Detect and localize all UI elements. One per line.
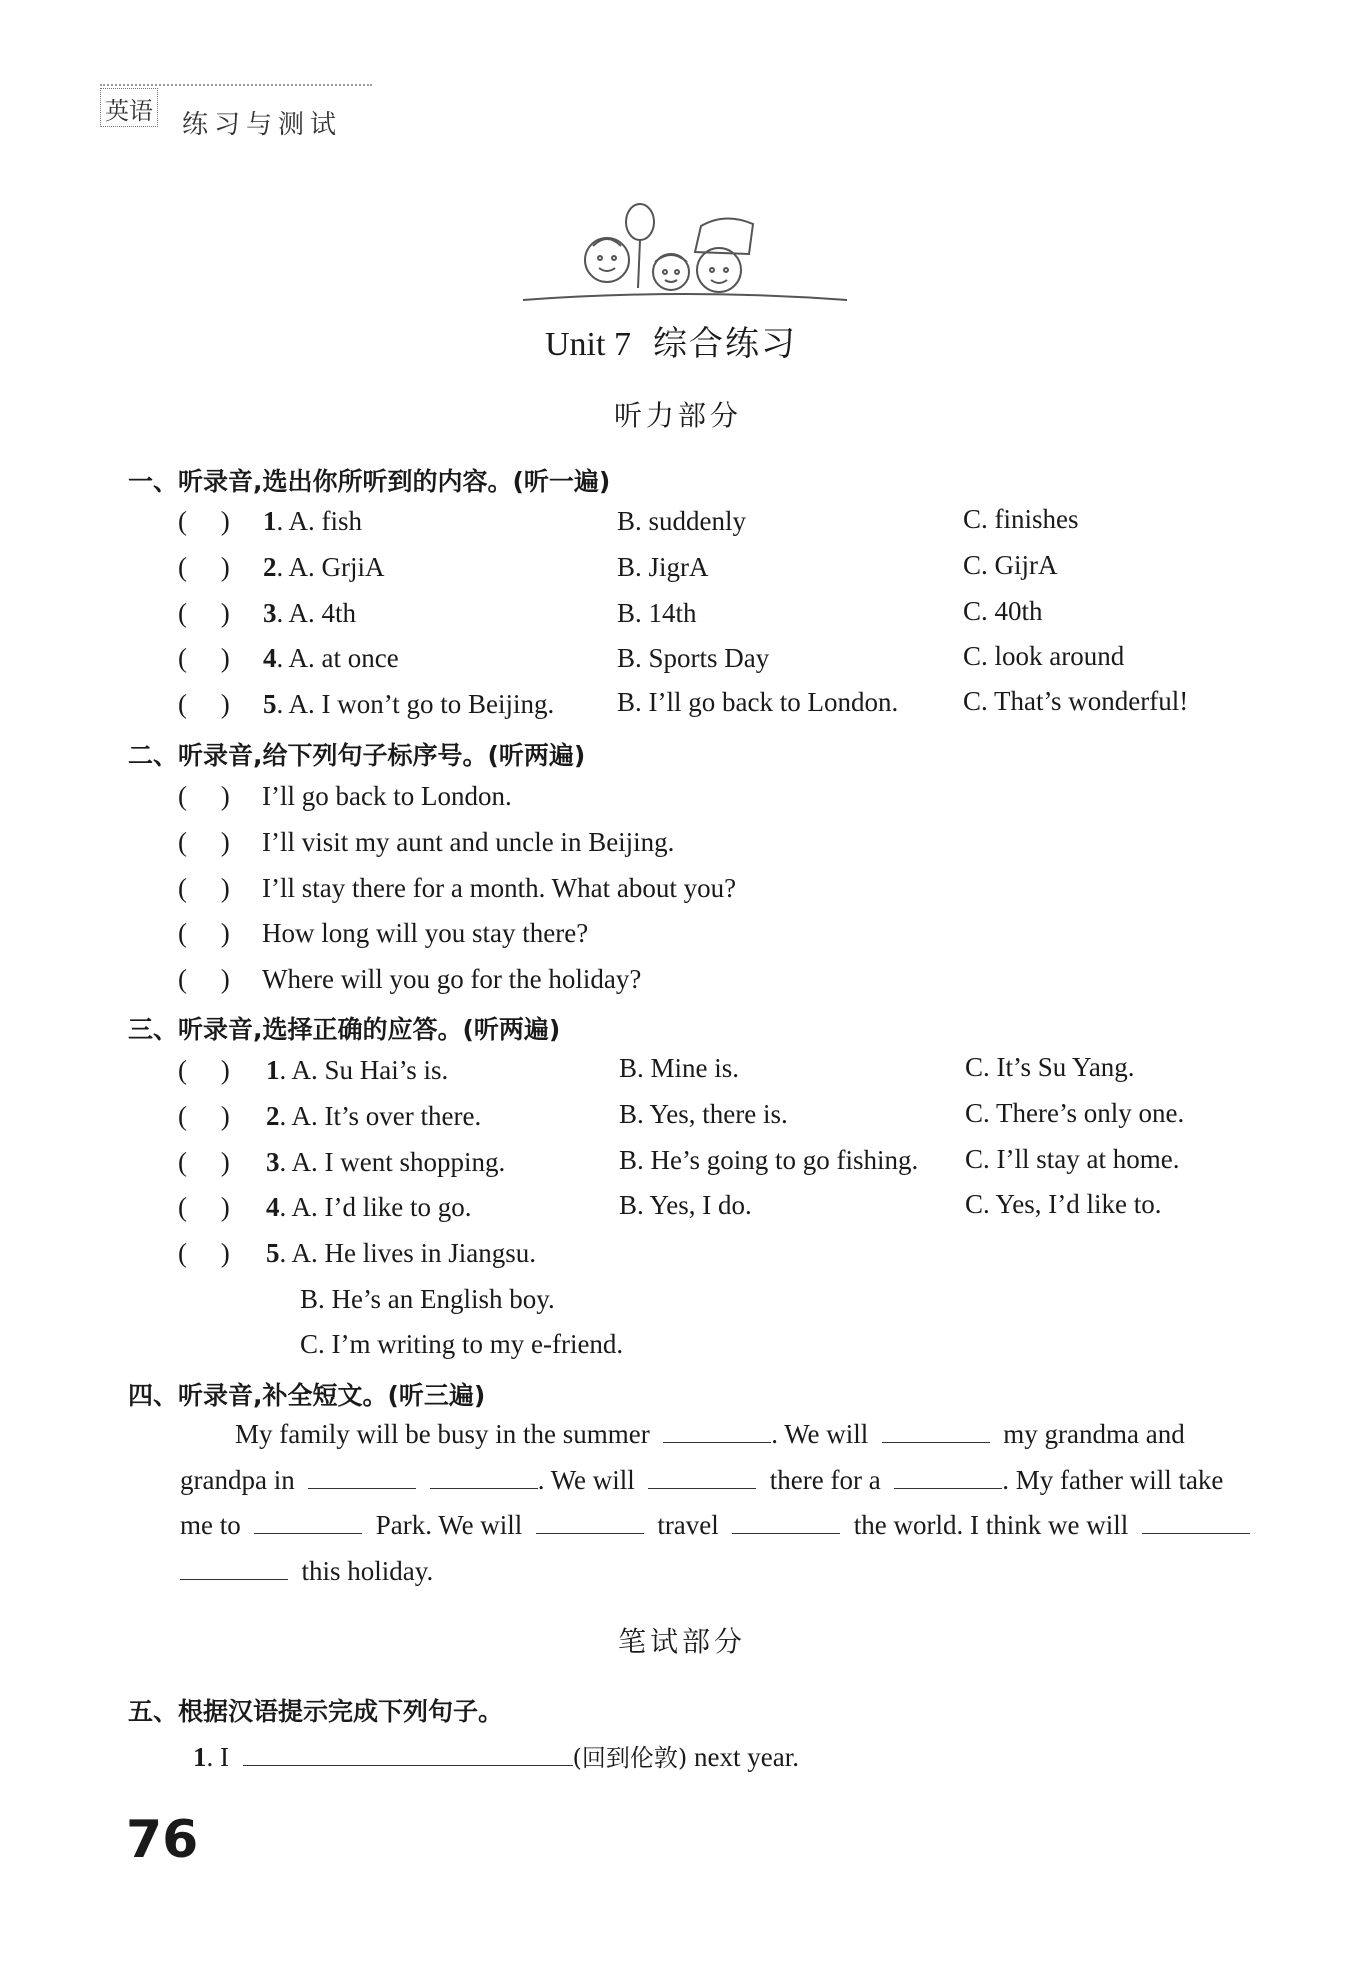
section-5-title: 五、根据汉语提示完成下列句子。: [128, 1697, 504, 1726]
question-5-1: 1. I (回到伦敦) next year.: [193, 1742, 799, 1772]
question-1: 1. A. fish: [263, 506, 363, 536]
header-dotted-rule: [100, 84, 372, 86]
unit-name: 综合练习: [652, 324, 797, 364]
question-1: 1. A. Su Hai’s is.: [266, 1055, 449, 1085]
option-c: C. look around: [963, 641, 1125, 671]
answer-paren: ( ): [178, 964, 230, 994]
answer-paren: ( ): [178, 643, 230, 673]
answer-blank[interactable]: [663, 1420, 771, 1443]
question-2: 2. A. It’s over there.: [266, 1101, 482, 1131]
passage-line: this holiday.: [180, 1556, 433, 1587]
answer-paren: ( ): [178, 873, 230, 903]
kids-illustration: [515, 196, 855, 308]
option-c: C. That’s wonderful!: [963, 686, 1189, 716]
answer-blank[interactable]: [430, 1466, 538, 1489]
option-c: C. 40th: [963, 596, 1043, 626]
answer-paren: ( ): [178, 1101, 230, 1131]
option-b: B. Mine is.: [619, 1053, 740, 1083]
section-3-title: 三、听录音,选择正确的应答。(听两遍): [128, 1015, 561, 1044]
answer-blank[interactable]: [308, 1466, 416, 1489]
option-c: C. finishes: [963, 504, 1079, 534]
answer-paren: ( ): [178, 827, 230, 857]
unit-number: Unit 7: [545, 326, 631, 363]
option-c: C. I’ll stay at home.: [965, 1144, 1180, 1174]
question-4: 4. A. at once: [263, 643, 399, 673]
question-5: 5. A. I won’t go to Beijing.: [263, 689, 555, 719]
answer-blank[interactable]: [732, 1511, 840, 1534]
book-title: 练习与测试: [182, 110, 343, 140]
answer-blank[interactable]: [882, 1420, 990, 1443]
sentence-item: I’ll visit my aunt and uncle in Beijing.: [262, 827, 675, 857]
unit-title: [545, 316, 797, 365]
option-b: B. suddenly: [617, 506, 747, 536]
question-2: 2. A. GrjiA: [263, 552, 385, 582]
answer-paren: ( ): [178, 781, 230, 811]
sentence-item: I’ll go back to London.: [262, 781, 512, 811]
option-c: C. It’s Su Yang.: [965, 1052, 1135, 1082]
answer-blank[interactable]: [648, 1466, 756, 1489]
passage-line: My family will be busy in the summer . We will my grandma and: [235, 1419, 1185, 1449]
question-3: 3. A. I went shopping.: [266, 1147, 506, 1177]
answer-paren: ( ): [178, 552, 230, 582]
answer-blank[interactable]: [1142, 1511, 1250, 1534]
option-c: C. There’s only one.: [965, 1098, 1185, 1128]
option-b: B. Sports Day: [617, 643, 770, 673]
passage-line: me to Park. We will travel the world. I think we will: [180, 1510, 1250, 1541]
question-4: 4. A. I’d like to go.: [266, 1192, 472, 1222]
question-3: 3. A. 4th: [263, 598, 357, 628]
option-c: C. GijrA: [963, 550, 1058, 580]
answer-paren: ( ): [178, 918, 230, 948]
answer-blank[interactable]: [243, 1743, 573, 1766]
option-b: B. I’ll go back to London.: [617, 687, 899, 717]
sentence-item: How long will you stay there?: [262, 918, 589, 948]
answer-paren: ( ): [178, 1147, 230, 1177]
answer-paren: ( ): [178, 1192, 230, 1222]
written-heading: 笔试部分: [618, 1625, 747, 1658]
option-c: C. Yes, I’d like to.: [965, 1189, 1162, 1219]
sentence-item: Where will you go for the holiday?: [262, 964, 642, 994]
option-b: B. He’s going to go fishing.: [619, 1145, 919, 1175]
sentence-item: I’ll stay there for a month. What about you?: [262, 873, 737, 903]
option-c: C. I’m writing to my e-friend.: [300, 1329, 624, 1359]
answer-blank[interactable]: [180, 1557, 288, 1580]
section-1-title: 一、听录音,选出你所听到的内容。(听一遍): [128, 467, 611, 496]
option-b: B. He’s an English boy.: [300, 1284, 555, 1314]
option-b: B. Yes, I do.: [619, 1190, 752, 1220]
section-4-title: 四、听录音,补全短文。(听三遍): [128, 1381, 486, 1410]
option-b: B. JigrA: [617, 552, 709, 582]
page-number: 76: [126, 1810, 199, 1870]
question-5: 5. A. He lives in Jiangsu.: [266, 1238, 536, 1268]
answer-blank[interactable]: [536, 1511, 644, 1534]
answer-blank[interactable]: [254, 1511, 362, 1534]
answer-paren: ( ): [178, 1238, 230, 1268]
chinese-hint: (回到伦敦): [572, 1744, 688, 1772]
answer-paren: ( ): [178, 506, 230, 536]
option-b: B. Yes, there is.: [619, 1099, 788, 1129]
answer-blank[interactable]: [894, 1466, 1002, 1489]
subject-label: 英语: [100, 88, 158, 127]
listening-heading: 听力部分: [614, 399, 743, 432]
answer-paren: ( ): [178, 598, 230, 628]
section-2-title: 二、听录音,给下列句子标序号。(听两遍): [128, 741, 586, 770]
answer-paren: ( ): [178, 1055, 230, 1085]
passage-line: grandpa in . We will there for a . My father will take: [180, 1465, 1224, 1495]
option-b: B. 14th: [617, 598, 697, 628]
answer-paren: ( ): [178, 689, 230, 719]
